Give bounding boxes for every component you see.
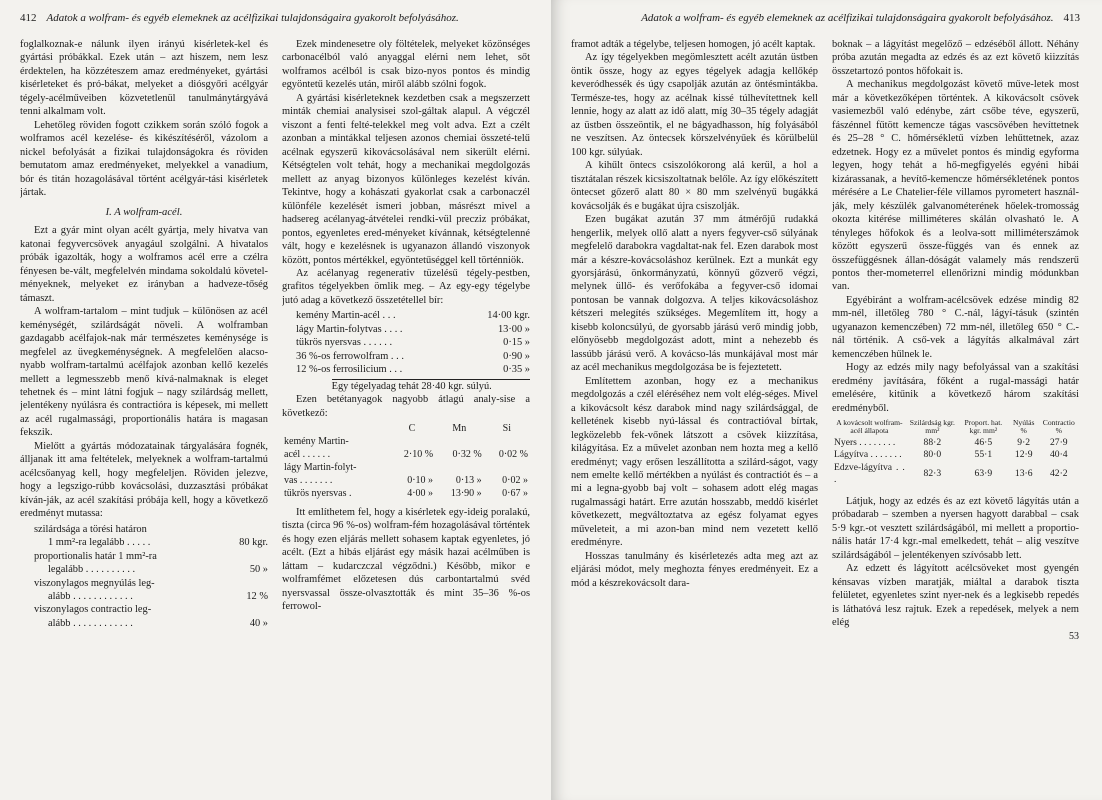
right-column-2 <box>832 38 1079 793</box>
list-item <box>34 603 268 616</box>
table-cell: 9·2 <box>1017 437 1031 449</box>
list-item <box>296 309 530 322</box>
table-cell: 13·6 <box>1014 468 1033 480</box>
list-item <box>34 590 268 603</box>
table-header-cell <box>282 423 389 436</box>
paragraph: Egyébiránt a wolfram-acélcsövek edzése mindig 82 mm-nél, illetőleg 780 ° C.-nál, lágyí-tásuk (szintén ugyanazon kemenczében) 72 mm-nél, illetőleg 650 ° C.-nál történik. A cső-vek a lágyítás alkalmával zárt kemenczében hűlnek le. <box>832 294 1079 360</box>
table-row <box>832 462 1079 487</box>
list-item-value: 0·35 » <box>503 364 530 376</box>
list-item-label: szilárdsága a törési határon <box>34 523 147 535</box>
paragraph: foglalkoznak-e nálunk ilyen irányú kisérletek-kel és gyártási próbákkal. Ezek után – azt hiszem, nem lesz érdektelen, ha közzéteszem amaz eredményeket, gyártási kisérleteket és pró-bákat, melyeket a diósgyőri acélgyár tégely-acélműveiben közvetetlenül tanulmánytárgyává tenni alkalmam volt. <box>20 39 268 118</box>
left-columns <box>20 38 531 793</box>
table-row <box>832 449 1079 461</box>
table-cell <box>435 436 484 449</box>
table-cell <box>389 462 435 475</box>
table-cell: 82·3 <box>923 468 942 480</box>
list-item-label: alább . . . . . . . . . . . . <box>48 591 133 602</box>
paragraph: Itt említhetem fel, hogy a kisérletek egy-ideig poralakú, tiszta (circa 96 %-os) wolfram-fém hozagolásával történtek és hogy ezen eljárás mellett sohasem kaptak egyenletes, jó acélt. (Ezt a hibás eljárást egy másik hazai acélműben is láttam – kudarczczal végződni.) Később, mikor e wolframfémet előzetesen dús carbontartalmú svéd nyersvassal össze-olvasztották és mint 35–36 %-os ferrowol- <box>282 506 530 613</box>
page-number-left: 412 <box>20 12 37 24</box>
table-cell: 0·10 » <box>407 474 434 486</box>
list-item-value: 13·00 » <box>497 323 530 335</box>
left-column-1 <box>20 38 268 793</box>
paragraph: A mechanikus megdolgozást követő műve-letek most már a következőképen történtek. A kikovácsolt csövek vasiemezből való edénybe, zárt csőbe téve, egyszerű, fászénnel fűtött kemencze tágas vascsövében hevíttetnek és 25–28 ° C. hőmérsékletű vízben lehűttetnek, azaz edzetnek. Hogy ez a művelet pontos és mindig egyforma legyen, hogy tehát a hő-megfigyelés egyéni hibái kizárassanak, a hevítő-kemencze hőmérsékletének pontos mérésére a Le Chatelier-féle villamos pyrometert használ-ják, mely készülék galvanométerének hőelek-tromosság okozta kitérése milliméteres skálán olvasható le. A tényleges hőfokok és a leolva-sott milliméterszámok között egyszerű össze-függés van és ennek az összefüggésnek állan-dóságát valamely más rendszerű pontos ther-mometerrel ellenőrizni mindig módunkban van. <box>832 79 1079 293</box>
list-item-value: 0·90 » <box>503 350 530 362</box>
paragraph: A wolfram-tartalom – mint tudjuk – különösen az acél keménységét, szilárdságát növeli. A wolframban gazdagabb acélfajok-nak már természetes keménysége is megfelel az üvegkeménységnek. A megfelelően alacso-nyabb wolfram-tartalmú acélfajok azonban kellő kezelés mellett a legmesszebb menő kívá-nalmaknak is eleget tehetnek és – mint látni fogjuk – nagy szilárdság mellett, jelentékeny nyúlásra és contractióra is képesek, mi mellett az acél rugalmassági, proportionális határa is magasan fekszik. <box>20 306 268 439</box>
table-row <box>282 475 530 488</box>
paragraph: Említettem azonban, hogy ez a mechanikus megdolgozás a czél eléréséhez nem volt elég-séges. Mivel a kikovácsolt kész darabok mind nagy szilárdsággal, de kelletének kisebb nyú-lással és contractióval bírtak, legközelebb fek-vőnek látszott a csövek kiizzítása, kilágyítása. Ez a művelet azonban nem hozta meg a kellő eredményt; vagy erősen leszállította a szilárd-ságot, vagy nem emelte kellő mértékben a nyúlást és contractiót és – a mi a legna-gyobb baj volt – sohasem adott elég magas rugalmassági határt. Erre azután hosszabb, meddő kisérlet következett, megváltoztatva az egész folyamat egyes műveleteit, a mi azon-ban mind nem vezetett kellő eredményre. <box>571 375 818 549</box>
table-cell: 0·13 » <box>455 474 482 486</box>
list-item <box>34 536 268 549</box>
paragraph: framot adták a tégelybe, teljesen homogen, jó acélt kaptak. <box>571 39 816 50</box>
table-cell: kemény Martin- <box>284 436 349 448</box>
table-cell: 0·02 % <box>498 449 528 460</box>
signature-mark: 53 <box>1069 631 1079 643</box>
table-cell: tükrös nyersvas . <box>284 487 352 499</box>
right-page <box>551 0 1102 800</box>
paragraph: Ezen betétanyagok nagyobb átlagú analy-sise a következő: <box>282 394 530 419</box>
charge-total-text: Egy tégelyadag tehát 28·40 kgr. súlyú. <box>331 380 492 392</box>
running-head-right <box>571 12 1080 30</box>
list-item-value: 14·00 kgr. <box>487 310 530 322</box>
table-cell <box>484 436 530 449</box>
paragraph: Az acélanyag regenerativ tüzelésű tégely-pestben, grafitos tégelyekben ömlik meg. – Az egy-egy tégelybe jutó adag a következő összetétellel bír: <box>282 267 530 306</box>
paragraph: boknak – a lágyítást megelőző – edzéséből állott. Néhány próba azután megadta az edzés és az ezt követő kiizzítás összetartozó pontos hőfokait is. <box>832 39 1079 77</box>
paragraph: Az edzett és lágyított acélcsöveket most gyengén kénsavas vízben maratják, miáltal a darabok tiszta felületet, egyenletes szint nyer-nek és a legkisebb repedés is láthatóvá lesz rajtuk. Ezek a repedések, melyek a nem elég <box>832 563 1079 628</box>
table-cell: 2·10 % <box>403 449 434 460</box>
paragraph: Ezt a gyár mint olyan acélt gyártja, mely hivatva van katonai fegyvercsövek anyagául szolgálni. A hivatalos próbák igazolták, hogy a wolframos acél erre a czélra fényesen be-vált, megfelelvén mindama sokoldalú követel-ményeknek, melyeket ez irányban a hadveze-tőség támaszt. <box>20 225 268 304</box>
list-item <box>296 336 530 349</box>
list-item-label: viszonylagos contractio leg- <box>34 604 152 616</box>
table-cell: 42·2 <box>1050 468 1068 480</box>
paragraph: Ezen bugákat azután 37 mm átmérőjű rudakká hengerlik, melyek ollő alatt a nyers fegyver-cső súlyának megfelelő darabokra vagdaltat-nak fel. Ezen darabok most már a készre-kovácsoláshoz kerülnek. Ezt a munkát egy gyorsjárású, önkormányzatú, könnyű gőzverő végzi, melynek üllő- és verőfokába a fegyver-cső idomai pontosan be vannak dolgozva. A teljes kikovácsoláshoz kétszeri melegítés szükséges. Megemlítem itt, hogy a kisebb koloncsúlyú, de gyorsabb járású verő mindig jobb, előnyösebb megdolgozást adott, mint a nehezebb és lassúbb járású verő. A kovácso-lás munkájával most már az acél mechanikus megdolgozása be is fejeztetett. <box>571 214 818 374</box>
table-row <box>282 436 530 449</box>
table-cell: 63·9 <box>974 468 993 480</box>
running-head-title-right: Adatok a wolfram- és egyéb elemeknek az acélfizikai tulajdonságaira gyakorolt befolyásához. <box>641 12 1054 24</box>
table-header-cell: Szilárdság kgr. mm² <box>909 418 955 436</box>
list-item <box>34 563 268 576</box>
list-item-label: proportionalis határ 1 mm²-ra <box>34 550 157 562</box>
table-cell: 88·2 <box>923 437 942 449</box>
right-columns <box>571 38 1080 793</box>
paragraph: Mielőtt a gyártás módozatainak tárgyalására fognék, álljanak itt ama feltételek, melyeknek a wolfram-tartalmú acélcsőanyag kell, hogy megfeleljen. Röviden jelezve, hogy a legszigo-rúbb kovácsolási, duzzasztási próbákat kíván-ják, az acél szakítási próbája kell, hogy a következő eredményt mutassa: <box>20 440 268 520</box>
table-cell: acél . . . . . . <box>284 449 331 460</box>
list-item <box>34 577 268 590</box>
running-head-title-left: Adatok a wolfram- és egyéb elemeknek az acélfizikai tulajdonságaira gyakorolt befolyásához. <box>46 12 459 24</box>
charge-total <box>332 379 530 393</box>
table-cell: 13·90 » <box>450 487 482 499</box>
table-cell <box>435 462 484 475</box>
list-item-label: tükrös nyersvas . . . . . . <box>296 337 393 349</box>
table-cell: 27·9 <box>1050 437 1068 449</box>
list-item-value: 80 kgr. <box>239 537 268 549</box>
list-item <box>296 363 530 376</box>
list-item-value: 12 % <box>246 591 268 602</box>
table-row <box>282 449 530 462</box>
page-number-right: 413 <box>1063 12 1080 24</box>
paragraph: Ezek mindenesetre oly föltételek, melyeket közönséges carbonacélból való anyaggal elérni nem lehet, sőt wolframos acélból is csak bizo-nyos pontos és mindig egyöntetű kezelés után, miről alább szólni fogok. <box>282 39 530 91</box>
table-header-cell: C <box>408 423 416 435</box>
table-cell: vas . . . . . . . <box>284 474 333 486</box>
list-item <box>34 550 268 563</box>
list-item-value: 50 » <box>249 564 268 576</box>
properties-table <box>832 419 1079 487</box>
list-item-label: 1 mm²-ra legalább . . . . . <box>48 537 151 549</box>
table-cell: 0·32 % <box>452 449 482 460</box>
table-cell: 12·9 <box>1014 449 1033 461</box>
list-item <box>296 350 530 363</box>
list-item <box>34 523 268 536</box>
list-item-label: legalább . . . . . . . . . . <box>48 564 136 576</box>
requirements-list <box>34 523 268 631</box>
table-header-cell: Si <box>502 423 511 435</box>
table-cell <box>484 462 530 475</box>
list-item-label: lágy Martin-folytvas . . . . <box>296 323 403 335</box>
table-row <box>282 488 530 501</box>
table-cell: Lágyítva . . . . . . . <box>834 449 902 461</box>
paragraph: Hosszas tanulmány és kisérletezés adta meg azt az eljárási módot, mely meghozta fényes eredményeit. Ez a mód a készrekovácsolt dara- <box>571 550 818 589</box>
list-item-value: 40 » <box>249 617 268 629</box>
list-item-label: kemény Martin-acél . . . <box>296 310 396 322</box>
table-cell: 55·1 <box>974 449 993 461</box>
table-header-cell: Contractio % <box>1042 418 1075 436</box>
table-cell: 4·00 » <box>407 487 434 499</box>
table-row <box>832 437 1079 449</box>
paragraph: Látjuk, hogy az edzés és az ezt követő lágyítás után a próbadarab – szemben a nyersen hagyott darabbal – csak 5·9 kgr.-ot vesztett szilárdságából, mi mellett a proportio-nális határ 17·4 kgr.-mal emelkedett, tehát – alig veszítve szilárdságából – jelentékenyen szívósabb lett. <box>832 495 1079 561</box>
list-item-label: alább . . . . . . . . . . . . <box>48 617 133 629</box>
left-column-2 <box>282 38 530 793</box>
charge-list <box>296 309 530 376</box>
list-item-label: viszonylagos megnyúlás leg- <box>34 577 155 589</box>
table-cell: 80·0 <box>923 449 942 461</box>
table-cell: 40·4 <box>1050 449 1068 461</box>
composition-table <box>282 423 530 501</box>
table-cell: lágy Martin-folyt- <box>284 461 357 473</box>
list-item <box>296 323 530 336</box>
paragraph: A gyártási kisérleteknek kezdetben csak a megszerzett minták chemiai analysisei szol-gáltak alapul. A végczél viszont a fenti felté-telekkel meg volt adva. Ezt a czélt azonban a mintákkal teljesen azonos chemiai összeté-telű acélnak egyszerű kikovácsolásával nem sikerült elérni. Kétségtelen volt tehát, hogy a mechanikai megdolgozás mellett az anyag bizonyos különleges kezelést kíván. Tekintve, hogy a kohászati gyakorlat csak a carbonaczél különféle kezelését ismeri jobban, másrészt mivel a hadsereg acélanyag-átvételei rendki-vül precziz próbákat, pontos, egyenletes ered-ményeket kívánnak, kétségtelenné vált, hogy e kezelésnek is ugyanazon állandó viszonyok között, pontos mértékkel, egyöntetűséggel kell történniök. <box>282 92 530 266</box>
list-item <box>34 617 268 630</box>
table-cell: 46·5 <box>974 437 993 449</box>
section-heading: I. A wolfram-acél. <box>105 206 183 218</box>
table-cell: 0·02 » <box>502 474 528 486</box>
table-cell: Nyers . . . . . . . . <box>834 437 896 449</box>
list-item-label: 36 %-os ferrowolfram . . . <box>296 350 404 362</box>
table-cell <box>389 436 435 449</box>
paragraph: Az így tégelyekben megömlesztett acélt azután üstben öntik össze, hogy az egyes tégelyek adagja kellőkép keveródhessék és úgy csapolják azután az öntésmintákba. Természe-tes, hogy az acélnak kissé túlhevítettnek kell lennie, hogy az alatt az idő alatt, míg 30–35 tégely adagját az üstben összeöntik, el ne bágyadhasson, híg folyásából ne veszítsen. Az öntecsek körszelvényűek és körülbelül 100 kgr. súlyúak. <box>571 52 818 158</box>
paragraph: Lehetőleg röviden fogott czikkem során szóló fogok a wolframos acél kezelése- és kikészítéséről, vázolom a nickel befolyását a fizikai tulajdonságokra és röviden bemutatom amaz eredményeket, melyekkel a vanadium, bór és titán hozagolásával történt acélgyár-tási kisérletek jártak. <box>20 119 268 199</box>
list-item-value: 0·15 » <box>503 337 530 349</box>
list-item-label: 12 %-os ferrosilicium . . . <box>296 364 403 376</box>
paragraph: Hogy az edzés mily nagy befolyással van a szakítási eredmény javítására, főként a rugal-massági határ emelésére, kitűnik a következő három szakítási eredményből. <box>832 362 1079 414</box>
table-header-cell: Nyúlás % <box>1012 418 1035 436</box>
table-header-cell: Mn <box>452 423 467 435</box>
table-header-cell: Proport. hat. kgr. mm² <box>964 418 1003 436</box>
table-header-cell: A kovácsolt wolfram-acél állapota <box>836 418 903 436</box>
table-cell: 0·67 » <box>502 487 528 499</box>
right-column-1 <box>571 38 818 793</box>
table-cell: Edzve-lágyítva . . . <box>834 461 905 486</box>
table-row <box>282 462 530 475</box>
paragraph: A kihűlt öntecs csiszolókorong alá kerül, a hol a tisztátalan részek kicsiszoltatnak belőle. Az így előkészített öntecset gőzerő alatt 80 × 80 mm szelvényű bugákká kovácsolják és e bugákat újra csiszolják. <box>571 160 818 212</box>
running-head-left <box>20 12 531 30</box>
